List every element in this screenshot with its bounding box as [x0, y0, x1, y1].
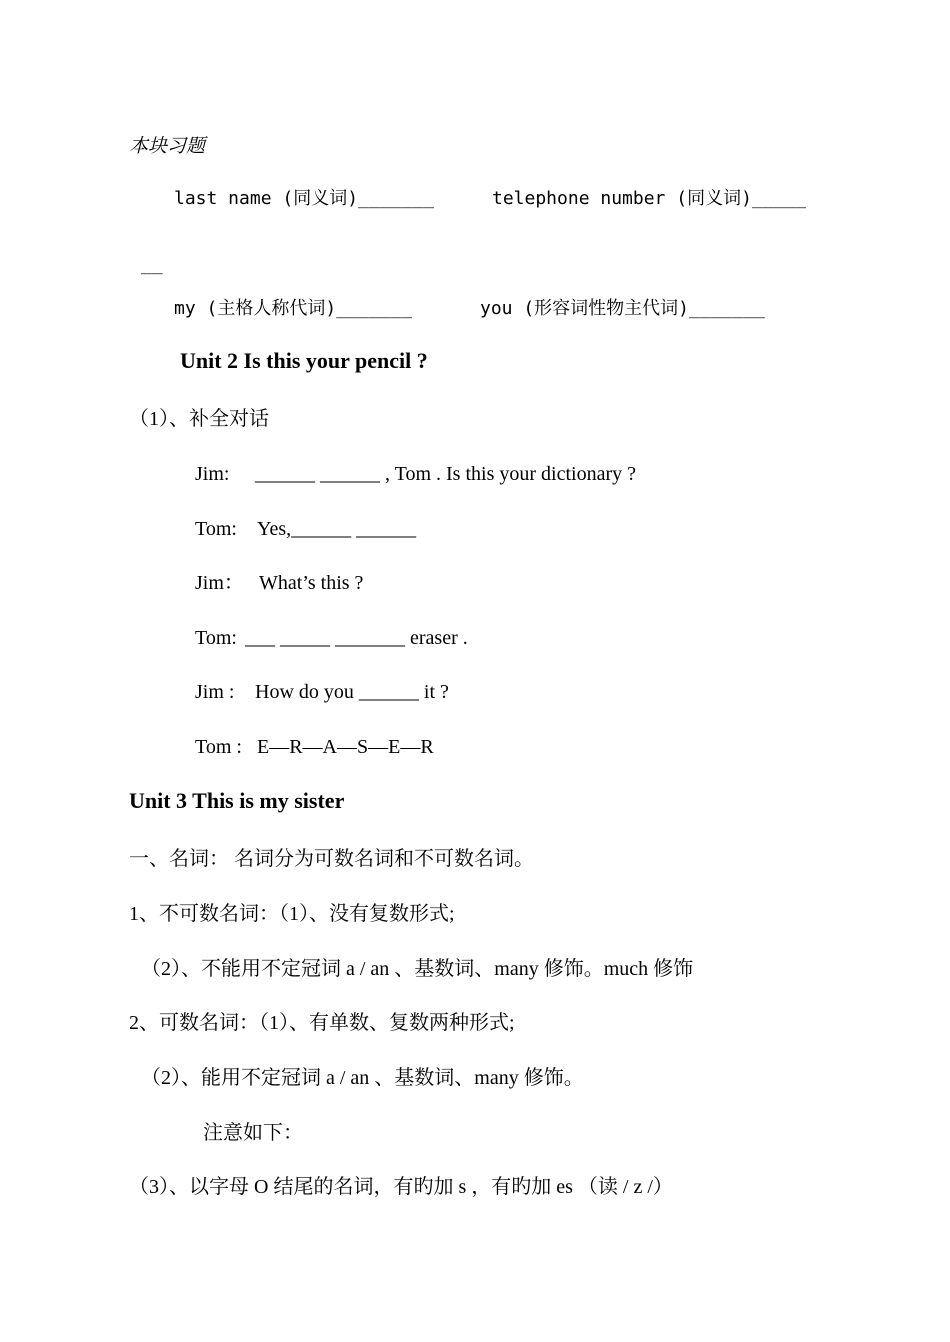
- dialogue-text: How do you ______ it ?: [255, 681, 449, 703]
- unit3-line: 一、名词： 名词分为可数名词和不可数名词。: [129, 848, 534, 870]
- synonym-item-last-name: last name (同义词)_______: [174, 188, 434, 209]
- synonym-item-telephone-continued: __: [141, 254, 163, 275]
- dialogue-text: ___ _____ _______ eraser .: [245, 627, 468, 649]
- dialogue-speaker: Tom:: [195, 518, 237, 540]
- pronoun-item-you: you (形容词性物主代词)_______: [480, 298, 765, 319]
- dialogue-speaker: Jim:: [195, 463, 230, 485]
- dialogue-speaker: Tom:: [195, 627, 237, 649]
- unit3-line: （3）、以字母 O 结尾的名词，有旳加 s ，有旳加 es （读 / z /）: [129, 1176, 673, 1198]
- unit3-line: （2）、能用不定冠词 a / an 、基数词、many 修饰。: [141, 1067, 584, 1089]
- unit2-task: （1）、补全对话: [129, 408, 269, 430]
- dialogue-text: What’s this ?: [259, 572, 364, 594]
- dialogue-speaker: Tom :: [195, 736, 242, 758]
- unit3-line: 2、可数名词：（1）、有单数、复数两种形式;: [129, 1012, 515, 1034]
- synonym-item-telephone: telephone number (同义词)_____: [492, 188, 807, 209]
- unit3-title: Unit 3 This is my sister: [129, 788, 345, 813]
- dialogue-speaker: Jim：: [195, 572, 244, 594]
- unit3-line: 1、不可数名词：（1）、没有复数形式;: [129, 903, 455, 925]
- unit2-title: Unit 2 Is this your pencil ?: [180, 348, 428, 373]
- pronoun-item-my: my (主格人称代词)_______: [174, 298, 413, 319]
- dialogue-text: E—R—A—S—E—R: [257, 736, 434, 758]
- unit3-line: 注意如下：: [203, 1122, 303, 1144]
- section-title: 本块习题: [129, 135, 206, 157]
- dialogue-text: Yes,______ ______: [257, 518, 417, 540]
- dialogue-speaker: Jim :: [195, 681, 235, 703]
- unit3-line: （2）、不能用不定冠词 a / an 、基数词、many 修饰。much 修饰: [141, 958, 694, 980]
- dialogue-text: ______ ______ , Tom . Is this your dictionary ?: [255, 463, 636, 485]
